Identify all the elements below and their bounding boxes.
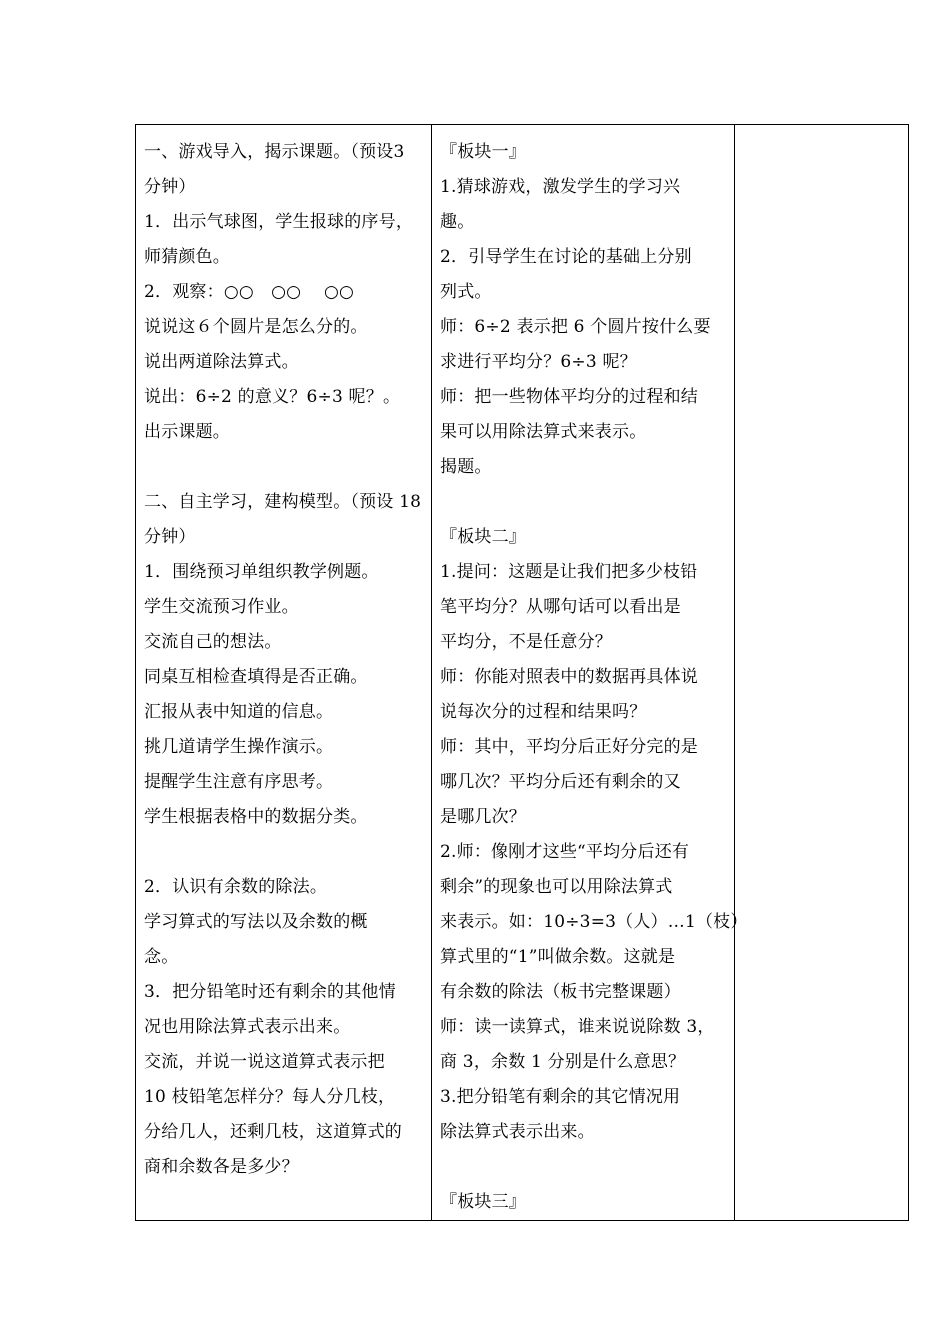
text-line: 2．引导学生在讨论的基础上分别 bbox=[440, 247, 692, 267]
text-line: 说出：6÷2 的意义？6÷3 呢？。 bbox=[144, 387, 401, 407]
text-line: 学生交流预习作业。 bbox=[144, 597, 299, 617]
blank-line bbox=[144, 835, 425, 870]
text-line: 哪几次？平均分后还有剩余的又 bbox=[440, 772, 681, 792]
teaching-process-text bbox=[136, 125, 431, 1185]
text-line: 3.把分铅笔有剩余的其它情况用 bbox=[440, 1087, 681, 1107]
text-line: 趣。 bbox=[440, 212, 475, 232]
text-line: 2．认识有余数的除法。 bbox=[144, 877, 328, 897]
teaching-process-cell bbox=[136, 125, 432, 1221]
text-line: 『板块一』 bbox=[440, 142, 526, 162]
text-line: 出示课题。 bbox=[144, 422, 230, 442]
text-line: 除法算式表示出来。 bbox=[440, 1122, 595, 1142]
text-line: 交流，并说一说这道算式表示把 bbox=[144, 1052, 385, 1072]
text-line: 剩余”的现象也可以用除法算式 bbox=[440, 877, 673, 897]
text-line: 师：把一些物体平均分的过程和结 bbox=[440, 387, 698, 407]
text-line: 10 枝铅笔怎样分？每人分几枝， bbox=[144, 1087, 396, 1107]
text-line: 有余数的除法（板书完整课题） bbox=[440, 982, 681, 1002]
text-line: 师：读一读算式，谁来说说除数 3， bbox=[440, 1017, 715, 1037]
text-line: 师：6÷2 表示把 6 个圆片按什么要 bbox=[440, 317, 711, 337]
text-line: 同桌互相检查填得是否正确。 bbox=[144, 667, 368, 687]
design-intent-cell bbox=[432, 125, 748, 1221]
text-line: 1．围绕预习单组织教学例题。 bbox=[144, 562, 379, 582]
blank-line bbox=[440, 1150, 728, 1185]
text-line: 汇报从表中知道的信息。 bbox=[144, 702, 334, 722]
text-line: 揭题。 bbox=[440, 457, 492, 477]
text-line: 说每次分的过程和结果吗？ bbox=[440, 702, 647, 722]
text-line: 学习算式的写法以及余数的概 bbox=[144, 912, 368, 932]
text-line: 『板块二』 bbox=[440, 527, 526, 547]
text-line: 1.猜球游戏，激发学生的学习兴 bbox=[440, 177, 681, 197]
text-line: 果可以用除法算式来表示。 bbox=[440, 422, 647, 442]
text-line: 求进行平均分？6÷3 呢？ bbox=[440, 352, 637, 372]
text-line: 二、自主学习，建构模型。（预设 18 bbox=[144, 492, 422, 512]
text-line: 商 3，余数 1 分别是什么意思？ bbox=[440, 1052, 686, 1072]
text-line: 况也用除法算式表示出来。 bbox=[144, 1017, 351, 1037]
text-line: 师猜颜色。 bbox=[144, 247, 230, 267]
table-row bbox=[136, 125, 909, 1221]
text-line: 来表示。如：10÷3=3（人）…1（枝） bbox=[440, 912, 748, 932]
text-line: 分给几人，还剩几枝，这道算式的 bbox=[144, 1122, 402, 1142]
text-line: 是哪几次？ bbox=[440, 807, 526, 827]
text-line: 笔平均分？从哪句话可以看出是 bbox=[440, 597, 681, 617]
text-line: 分钟） bbox=[144, 527, 196, 547]
text-line: 说出两道除法算式。 bbox=[144, 352, 299, 372]
design-intent-text bbox=[432, 125, 748, 1220]
blank-line bbox=[440, 485, 728, 520]
text-line: 学生根据表格中的数据分类。 bbox=[144, 807, 368, 827]
text-line: 念。 bbox=[144, 947, 179, 967]
blank-line bbox=[144, 450, 425, 485]
text-line: 提醒学生注意有序思考。 bbox=[144, 772, 334, 792]
text-line: 平均分，不是任意分？ bbox=[440, 632, 612, 652]
text-line: 说说这６个圆片是怎么分的。 bbox=[144, 317, 368, 337]
text-line: 2.师：像刚才这些“平均分后还有 bbox=[440, 842, 690, 862]
text-line: 师：你能对照表中的数据再具体说 bbox=[440, 667, 698, 687]
text-line: 『板块三』 bbox=[440, 1192, 526, 1212]
text-line: 分钟） bbox=[144, 177, 196, 197]
text-line: 一、游戏导入，揭示课题。（预设3 bbox=[144, 142, 405, 162]
text-line: 商和余数各是多少？ bbox=[144, 1157, 299, 1177]
notes-cell bbox=[735, 125, 909, 1221]
text-line: 交流自己的想法。 bbox=[144, 632, 282, 652]
text-line: 3．把分铅笔时还有剩余的其他情 bbox=[144, 982, 396, 1002]
text-line: 列式。 bbox=[440, 282, 492, 302]
text-line: 算式里的“1”叫做余数。这就是 bbox=[440, 947, 676, 967]
text-line: 师：其中，平均分后正好分完的是 bbox=[440, 737, 698, 757]
text-line: 2．观察：○○ ○○ ○○ bbox=[144, 282, 355, 302]
lesson-plan-table bbox=[135, 124, 909, 1221]
text-line: 挑几道请学生操作演示。 bbox=[144, 737, 334, 757]
text-line: 1．出示气球图，学生报球的序号， bbox=[144, 212, 414, 232]
text-line: 1.提问：这题是让我们把多少枝铅 bbox=[440, 562, 698, 582]
